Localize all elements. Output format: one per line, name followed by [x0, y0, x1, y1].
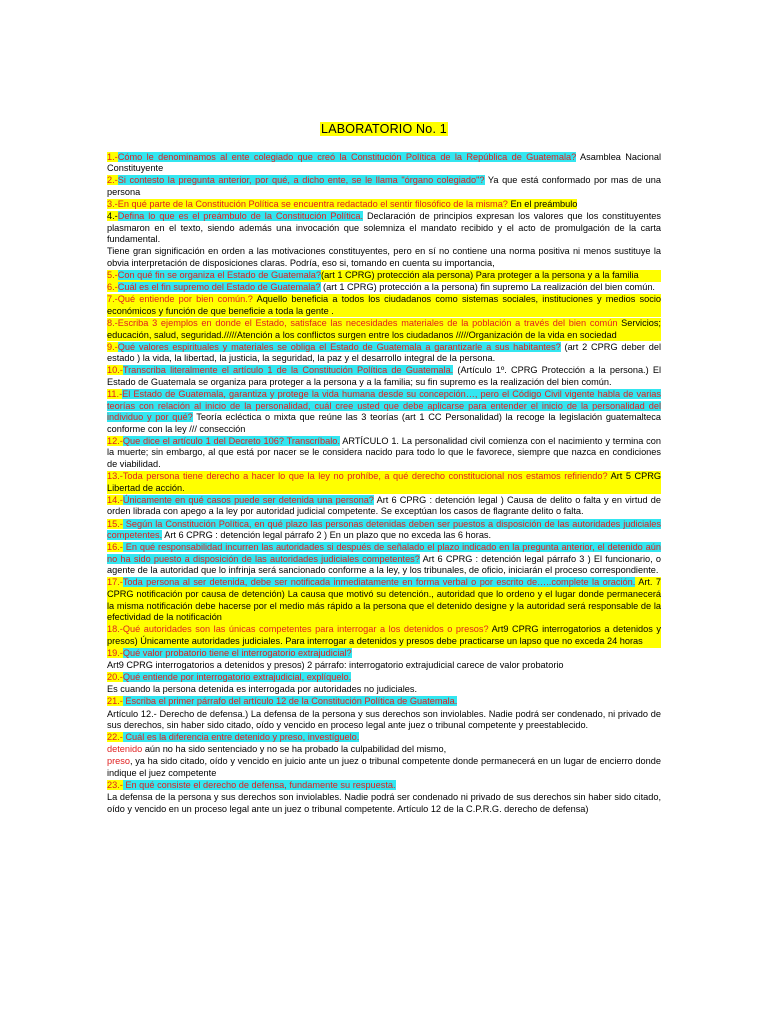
answer-text: Tiene gran significación en orden a las motivaciones constituyentes, pero en sí no contiene una norma positiva ni menos sustituye la obvia interpretación de disposiciones claras. Podría, eso si, tomando en cuenta su importancia, [107, 246, 661, 268]
title-block [107, 124, 661, 137]
question-number: 6.- [107, 282, 118, 293]
answer-text: , ya ha sido citado, oído y vencido en juicio ante un juez o tribunal competente donde permanecerá en un lugar de encierro donde indique el juez competente [107, 756, 661, 778]
question-text: Según la Constitución Política, en qué plazo las personas detenidas deben ser puestos a disposición de las autoridades judiciales competentes. [107, 518, 661, 541]
question-number: 1.- [107, 151, 118, 162]
list-item [107, 709, 661, 732]
question-number: 22.- [107, 732, 123, 743]
question-number: 20.- [107, 672, 123, 683]
list-item [107, 282, 661, 294]
question-text: Transcriba literalmente el artículo 1 de la Constitución Política de Guatemala. [122, 365, 454, 376]
list-item [107, 211, 661, 246]
answer-text: Art9 CPRG interrogatorios a detenidos y presos) Únicamente autoridades judiciales. Para interrogar a detenidos y presos debe practicarse un lapso que no exceda 24 horas [107, 624, 661, 646]
list-item [107, 436, 661, 471]
question-number: 4.- [107, 211, 118, 222]
answer-text: La defensa de la persona y sus derechos son inviolables. Nadie podrá ser condenado ni privado de sus derechos sin haber sido citado, oído y vencido en un proceso legal ante un juez o tribunal competente. Artículo 12 de la C.P.R.G. derecho de defensa) [107, 792, 661, 814]
list-item [107, 732, 661, 744]
question-text: El Estado de Guatemala, garantiza y protege la vida humana desde su concepción…, pero el Código Civil vigente habla de varias teorías con relación al inicio de la personalidad, cuál cree usted que debe aplicarse para entender el inicio de la personalidad del individuo y por qué? [107, 388, 661, 423]
answer-text: Art9 CPRG interrogatorios a detenidos y presos) 2 párrafo: interrogatorio extrajudicial carece de valor probatorio [107, 660, 564, 671]
question-number: 16.- [107, 542, 123, 553]
question-text: Qué entiende por bien común.? [117, 294, 253, 305]
list-item [107, 342, 661, 365]
question-number: 21.- [107, 696, 123, 707]
list-item [107, 495, 661, 518]
answer-text: ARTÍCULO 1. La personalidad civil comienza con el nacimiento y termina con la muerte; sin embargo, al que está por nacer se le considera nacido para todo lo que le favorece, siempre que nazca en condiciones de viabilidad. [107, 435, 661, 470]
question-text: Escriba 3 ejemplos en donde el Estado, satisface las necesidades materiales de la población a través del bien común [117, 317, 618, 328]
document-title: LABORATORIO No. 1 [321, 122, 447, 136]
document-page [107, 0, 661, 816]
list-item [107, 389, 661, 435]
question-text: Qué valor probatorio tiene el interrogatorio extrajudicial? [122, 648, 352, 659]
question-text: Qué entiende por interrogatorio extrajudicial, explíquelo. [122, 672, 352, 683]
answer-text: Art 6 CPRG : detención legal ) Causa de delito o falta y en virtud de orden librada con apego a la ley por autoridad judicial competente. Se exceptúan los casos de flagrante delito o falta. [107, 494, 661, 517]
question-text: Qué valores espirituales y materiales se obliga el Estado de Guatemala a garantizarle a sus habitantes? [117, 341, 561, 352]
list-item [107, 270, 661, 282]
answer-text: Es cuando la persona detenida es interrogada por autoridades no judiciales. [107, 684, 418, 695]
question-text: En qué responsabilidad incurren las autoridades si después de señalado el plazo indicado en la pregunta anterior, el detenido aún no ha sido puesto a disposición de las autoridades judiciales competentes? [107, 542, 661, 564]
question-text: Que dice el artículo 1 del Decreto 106? Transcríbalo. [122, 435, 340, 446]
question-number: 11.- [107, 388, 123, 399]
question-text: Cuál es el fin supremo del Estado de Guatemala? [117, 282, 321, 293]
question-text: En qué consiste el derecho de defensa, fundamente su respuesta. [122, 780, 396, 791]
question-text: Defina lo que es el preámbulo de la Constitución Política. [117, 211, 364, 222]
answer-text: (art 1 CPRG) protección ala persona) Para proteger a la persona y a la familia [321, 270, 639, 281]
term-label: detenido [107, 744, 143, 755]
question-number: 8.- [107, 317, 118, 328]
list-item [107, 744, 661, 756]
list-item [107, 756, 661, 779]
answer-text: Ya que está conformado por mas de una persona [107, 175, 661, 197]
question-text: Con qué fin se organiza el Estado de Guatemala? [117, 270, 322, 281]
list-item [107, 780, 661, 792]
answer-text: Teoría ecléctica o mixta que reúne las 3 teorías (art 1 CC Personalidad) la recoge la legislación guatemalteca conforme con la ley /// consección [107, 412, 661, 434]
answer-text: (art 1 CPRG) protección a la persona) fin supremo La realización del bien común. [320, 282, 655, 293]
list-item [107, 471, 661, 494]
question-number: 14.- [107, 494, 123, 505]
question-number: 13.- [107, 471, 123, 482]
answer-text: aún no ha sido sentenciado y no se ha probado la culpabilidad del mismo, [142, 744, 447, 755]
answer-text: Art 5 CPRG Libertad de acción. [107, 471, 661, 493]
answer-text: (art 2 CPRG deber del estado ) la vida, la libertad, la justicia, la seguridad, la paz y el desarrollo integral de la persona. [107, 341, 661, 364]
question-number: 23.- [107, 780, 123, 791]
question-number: 15.- [107, 518, 123, 529]
list-item [107, 365, 661, 388]
question-number: 18.- [107, 624, 123, 635]
answer-text: Servicios; educación, salud, seguridad./////Atención a los conflictos surgen entre los ciudadanos /////Organización de la vida en sociedad [107, 317, 661, 340]
question-text: Qué autoridades son las únicas competentes para interrogar a los detenidos o presos? [122, 624, 489, 635]
list-item [107, 175, 661, 198]
questions-list [107, 152, 661, 816]
list-item [107, 542, 661, 577]
question-text: Escriba el primer párrafo del artículo 12 de la Constitución Política de Guatemala. [122, 696, 458, 707]
list-item [107, 246, 661, 269]
question-text: Cómo le denominamos al ente colegiado que creó la Constitución Política de la República de Guatemala? [117, 151, 577, 162]
question-number: 5.- [107, 270, 118, 281]
list-item [107, 648, 661, 660]
answer-text: Asamblea Nacional Constituyente [107, 151, 662, 174]
answer-text: (Artículo 1º. CPRG Protección a la persona.) El Estado de Guatemala se organiza para proteger a la persona y a la familia; su fin supremo es la realización del bien común. [107, 365, 661, 387]
answer-text: Declaración de principios expresan los valores que los constituyentes plasmaron en el texto, siendo además una invocación que solemniza el mandato recibido y el acto de promulgación de la carta fundamental. [107, 211, 661, 245]
question-text: En qué parte de la Constitución Política se encuentra redactado el sentir filosófico de la misma? [117, 198, 508, 209]
list-item [107, 294, 661, 317]
question-number: 17.- [107, 577, 123, 588]
question-text: Cuál es la diferencia entre detenido y preso, investíguelo. [122, 732, 360, 743]
answer-text: Aquello beneficia a todos los ciudadanos como sistemas sociales, instituciones y medios socio económicos y función de que beneficie a toda la gente . [107, 294, 661, 316]
list-item [107, 624, 661, 647]
list-item [107, 672, 661, 684]
question-number: 7.- [107, 294, 118, 305]
question-text: Toda persona al ser detenida, debe ser notificada inmediatamente en forma verbal o por escrito de…..complete la oración. [122, 577, 636, 588]
question-text: Si contesto la pregunta anterior, por qué, a dicho ente, se le llama "órgano colegiado"? [117, 175, 485, 186]
answer-text: Art 6 CPRG : detención legal párrafo 2 ) En un plazo que no exceda las 6 horas. [162, 530, 492, 541]
question-number: 12.- [107, 435, 123, 446]
list-item [107, 519, 661, 542]
list-item [107, 660, 661, 672]
list-item [107, 318, 661, 341]
question-number: 2.- [107, 175, 118, 186]
question-text: Toda persona tiene derecho a hacer lo que la ley no prohíbe, a qué derecho constitucional nos estamos refiriendo? [122, 471, 608, 482]
question-number: 19.- [107, 648, 123, 659]
answer-text: En el preámbulo [507, 198, 578, 209]
question-number: 9.- [107, 341, 118, 352]
list-item [107, 199, 661, 211]
list-item [107, 696, 661, 708]
list-item [107, 152, 661, 175]
answer-text: Art. 7 CPRG notificación por causa de detención) La causa que motivó su detención., autoridad que lo ordeno y el lugar donde permanecerá la misma notificación debe hacerse por el medio más rápido a la persona que el detenido designe y la autoridad será responsable de la efectividad de la notificación [107, 577, 662, 623]
answer-text: Art 6 CPRG : detención legal párrafo 3 ) El funcionario, o agente de la autoridad que lo infrinja será sancionado conforme a la ley, y los tribunales, de oficio, iniciarán el proceso correspondiente. [107, 553, 661, 576]
answer-text: Artículo 12.- Derecho de defensa.) La defensa de la persona y sus derechos son inviolables. Nadie podrá ser condenado, ni privado de sus derechos, sin haber sido citado, oído y vencido en proceso legal ante juez o tribunal competente y preestablecido. [107, 708, 661, 731]
term-label: preso [107, 756, 130, 767]
question-text: Únicamente en qué casos puede ser detenida una persona? [122, 494, 374, 505]
list-item [107, 577, 661, 623]
list-item [107, 792, 661, 815]
list-item [107, 684, 661, 696]
question-number: 10.- [107, 365, 123, 376]
question-number: 3.- [107, 198, 118, 209]
